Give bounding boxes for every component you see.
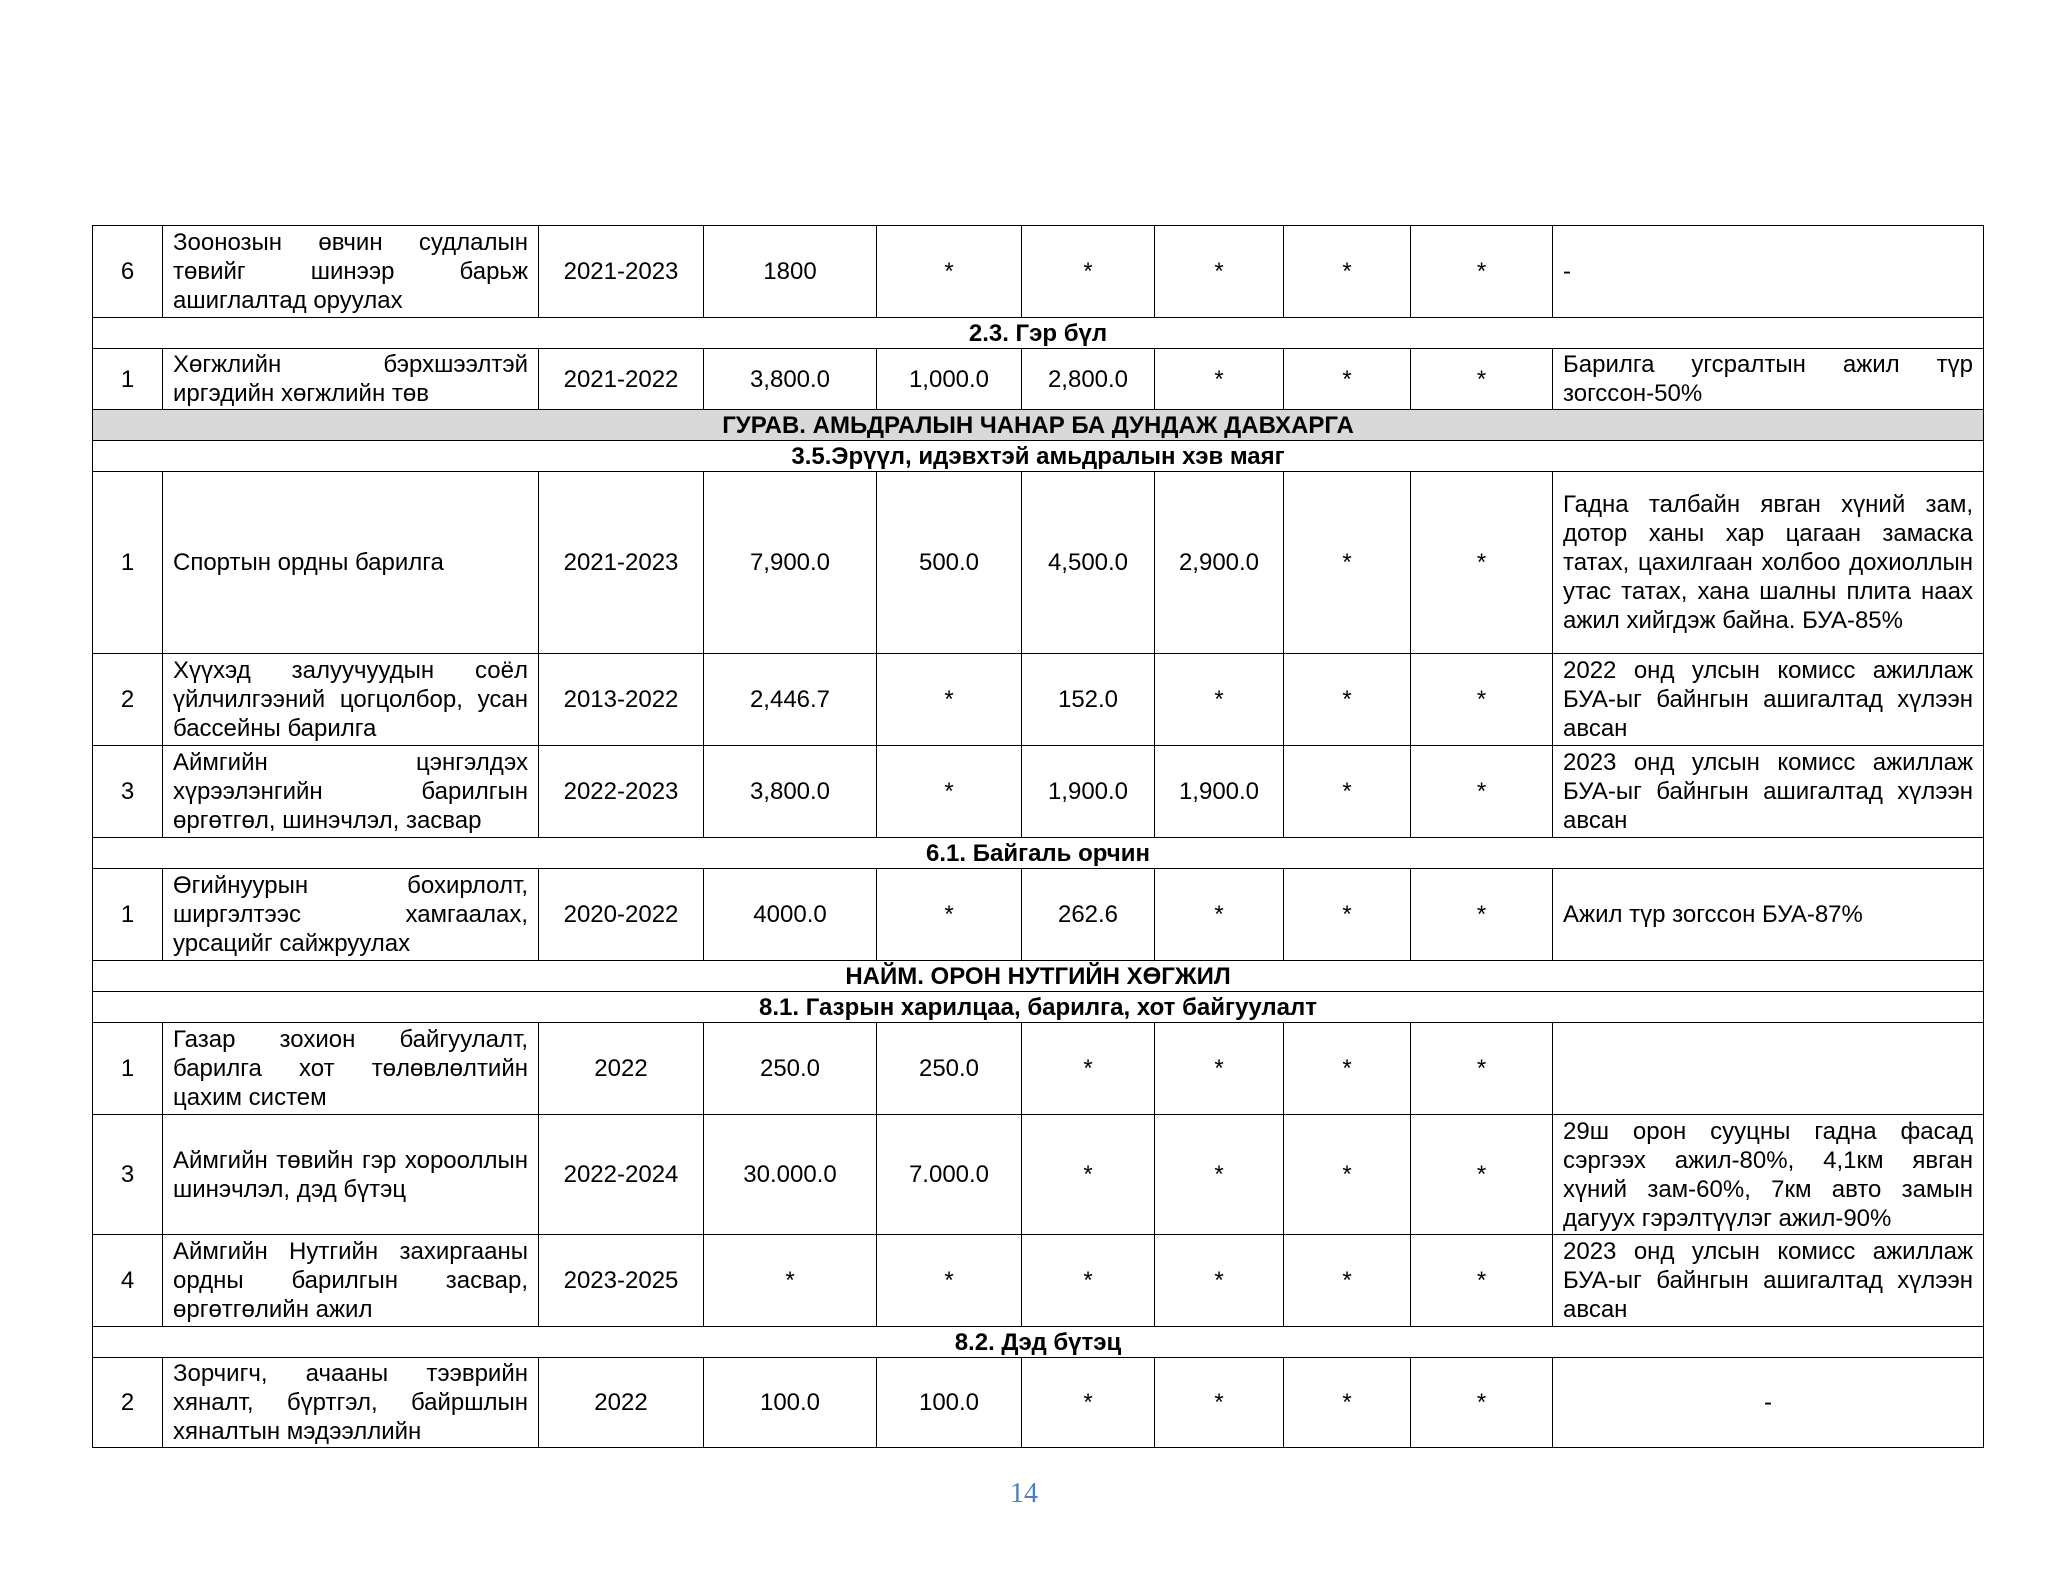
year-3-cell: * xyxy=(1155,869,1284,961)
status-note: Барилга угсралтын ажил түр зогссон-50% xyxy=(1553,349,1984,410)
year-4-cell: * xyxy=(1284,1023,1411,1115)
year-4-cell: * xyxy=(1284,654,1411,746)
project-name: Хүүхэд залуучуудын соёл үйлчилгээний цогцолбор, усан бассейны барилга xyxy=(163,654,539,746)
period-cell: 2022-2023 xyxy=(539,746,704,838)
part-title: НАЙМ. ОРОН НУТГИЙН ХӨГЖИЛ xyxy=(93,961,1984,992)
part-heading-row xyxy=(93,410,1984,441)
table-row xyxy=(93,349,1984,410)
section-heading-row xyxy=(93,318,1984,349)
table-row xyxy=(93,1023,1984,1115)
total-cost-cell: 4000.0 xyxy=(704,869,877,961)
year-2-cell: 2,800.0 xyxy=(1022,349,1155,410)
period-cell: 2013-2022 xyxy=(539,654,704,746)
year-1-cell: * xyxy=(877,1235,1022,1327)
period-cell: 2023-2025 xyxy=(539,1235,704,1327)
year-3-cell: * xyxy=(1155,1023,1284,1115)
section-title: 8.1. Газрын харилцаа, барилга, хот байгуулалт xyxy=(93,992,1984,1023)
section-heading-row xyxy=(93,1327,1984,1358)
year-5-cell: * xyxy=(1411,1115,1553,1235)
year-1-cell: 100.0 xyxy=(877,1358,1022,1448)
status-note: 2023 онд улсын комисс ажиллаж БУА-ыг байнгын ашигалтад хүлээн авсан xyxy=(1553,1235,1984,1327)
total-cost-cell: 2,446.7 xyxy=(704,654,877,746)
year-4-cell: * xyxy=(1284,1358,1411,1448)
year-2-cell: 262.6 xyxy=(1022,869,1155,961)
row-number: 3 xyxy=(93,746,163,838)
table-row xyxy=(93,654,1984,746)
year-2-cell: 4,500.0 xyxy=(1022,472,1155,654)
total-cost-cell: 3,800.0 xyxy=(704,349,877,410)
total-cost-cell: 250.0 xyxy=(704,1023,877,1115)
row-number: 1 xyxy=(93,869,163,961)
year-3-cell: 2,900.0 xyxy=(1155,472,1284,654)
status-note: 2023 онд улсын комисс ажиллаж БУА-ыг байнгын ашигалтад хүлээн авсан xyxy=(1553,746,1984,838)
total-cost-cell: * xyxy=(704,1235,877,1327)
total-cost-cell: 3,800.0 xyxy=(704,746,877,838)
year-3-cell: * xyxy=(1155,1235,1284,1327)
table-row xyxy=(93,226,1984,318)
year-3-cell: * xyxy=(1155,1358,1284,1448)
year-5-cell: * xyxy=(1411,654,1553,746)
year-4-cell: * xyxy=(1284,1115,1411,1235)
project-name: Газар зохион байгуулалт, барилга хот төлөвлөлтийн цахим систем xyxy=(163,1023,539,1115)
table-row xyxy=(93,1358,1984,1448)
year-4-cell: * xyxy=(1284,869,1411,961)
year-3-cell: * xyxy=(1155,1115,1284,1235)
year-2-cell: * xyxy=(1022,1023,1155,1115)
year-1-cell: 7.000.0 xyxy=(877,1115,1022,1235)
status-note: - xyxy=(1553,226,1984,318)
year-4-cell: * xyxy=(1284,472,1411,654)
period-cell: 2020-2022 xyxy=(539,869,704,961)
year-3-cell: 1,900.0 xyxy=(1155,746,1284,838)
total-cost-cell: 30.000.0 xyxy=(704,1115,877,1235)
row-number: 2 xyxy=(93,1358,163,1448)
year-3-cell: * xyxy=(1155,654,1284,746)
status-note: - xyxy=(1553,1358,1984,1448)
year-4-cell: * xyxy=(1284,1235,1411,1327)
row-number: 1 xyxy=(93,349,163,410)
year-2-cell: * xyxy=(1022,226,1155,318)
year-2-cell: * xyxy=(1022,1115,1155,1235)
year-1-cell: 250.0 xyxy=(877,1023,1022,1115)
table-row xyxy=(93,1115,1984,1235)
year-1-cell: 1,000.0 xyxy=(877,349,1022,410)
section-heading-row xyxy=(93,441,1984,472)
period-cell: 2021-2023 xyxy=(539,472,704,654)
section-title: 8.2. Дэд бүтэц xyxy=(93,1327,1984,1358)
section-title: 6.1. Байгаль орчин xyxy=(93,838,1984,869)
section-heading-row xyxy=(93,992,1984,1023)
year-1-cell: 500.0 xyxy=(877,472,1022,654)
projects-table xyxy=(92,225,1984,1448)
year-4-cell: * xyxy=(1284,349,1411,410)
project-name: Өгийнуурын бохирлолт, ширгэлтээс хамгаалах, урсацийг сайжруулах xyxy=(163,869,539,961)
year-2-cell: * xyxy=(1022,1358,1155,1448)
year-2-cell: * xyxy=(1022,1235,1155,1327)
table-row xyxy=(93,472,1984,654)
status-note: Гадна талбайн явган хүний зам, дотор ханы хар цагаан замаска татах, цахилгаан холбоо дохиоллын утас татах, хана шалны плита наах ажил хийгдэж байна. БУА-85% xyxy=(1553,472,1984,654)
year-5-cell: * xyxy=(1411,1358,1553,1448)
page-number: 14 xyxy=(1010,1478,1038,1509)
year-4-cell: * xyxy=(1284,226,1411,318)
status-note: Ажил түр зогссон БУА-87% xyxy=(1553,869,1984,961)
year-5-cell: * xyxy=(1411,746,1553,838)
row-number: 6 xyxy=(93,226,163,318)
period-cell: 2022 xyxy=(539,1358,704,1448)
total-cost-cell: 100.0 xyxy=(704,1358,877,1448)
year-5-cell: * xyxy=(1411,869,1553,961)
total-cost-cell: 1800 xyxy=(704,226,877,318)
part-heading-row xyxy=(93,961,1984,992)
section-title: 3.5.Эрүүл, идэвхтэй амьдралын хэв маяг xyxy=(93,441,1984,472)
project-name: Аймгийн төвийн гэр хорооллын шинэчлэл, дэд бүтэц xyxy=(163,1115,539,1235)
project-name: Аймгийн Нутгийн захиргааны ордны барилгын засвар, өргөтгөлийн ажил xyxy=(163,1235,539,1327)
row-number: 4 xyxy=(93,1235,163,1327)
status-note xyxy=(1553,1023,1984,1115)
project-name: Аймгийн цэнгэлдэх хүрээлэнгийн барилгын өргөтгөл, шинэчлэл, засвар xyxy=(163,746,539,838)
project-name: Хөгжлийн бэрхшээлтэй иргэдийн хөгжлийн төв xyxy=(163,349,539,410)
year-3-cell: * xyxy=(1155,226,1284,318)
part-title: ГУРАВ. АМЬДРАЛЫН ЧАНАР БА ДУНДАЖ ДАВХАРГА xyxy=(93,410,1984,441)
status-note: 2022 онд улсын комисс ажиллаж БУА-ыг байнгын ашигалтад хүлээн авсан xyxy=(1553,654,1984,746)
year-1-cell: * xyxy=(877,226,1022,318)
project-name: Спортын ордны барилга xyxy=(163,472,539,654)
table-row xyxy=(93,1235,1984,1327)
table-row xyxy=(93,869,1984,961)
year-2-cell: 1,900.0 xyxy=(1022,746,1155,838)
row-number: 1 xyxy=(93,472,163,654)
year-5-cell: * xyxy=(1411,1023,1553,1115)
year-1-cell: * xyxy=(877,746,1022,838)
year-1-cell: * xyxy=(877,869,1022,961)
total-cost-cell: 7,900.0 xyxy=(704,472,877,654)
row-number: 3 xyxy=(93,1115,163,1235)
project-name: Зоонозын өвчин судлалын төвийг шинээр барьж ашиглалтад оруулах xyxy=(163,226,539,318)
row-number: 2 xyxy=(93,654,163,746)
period-cell: 2021-2023 xyxy=(539,226,704,318)
year-2-cell: 152.0 xyxy=(1022,654,1155,746)
year-1-cell: * xyxy=(877,654,1022,746)
project-name: Зорчигч, ачааны тээврийн хяналт, бүртгэл, байршлын хяналтын мэдээллийн xyxy=(163,1358,539,1448)
year-5-cell: * xyxy=(1411,226,1553,318)
period-cell: 2022 xyxy=(539,1023,704,1115)
row-number: 1 xyxy=(93,1023,163,1115)
year-4-cell: * xyxy=(1284,746,1411,838)
year-5-cell: * xyxy=(1411,349,1553,410)
period-cell: 2021-2022 xyxy=(539,349,704,410)
table-row xyxy=(93,746,1984,838)
status-note: 29ш орон сууцны гадна фасад сэргээх ажил-80%, 4,1км явган хүний зам-60%, 7км авто замын дагуух гэрэлтүүлэг ажил-90% xyxy=(1553,1115,1984,1235)
section-title: 2.3. Гэр бүл xyxy=(93,318,1984,349)
period-cell: 2022-2024 xyxy=(539,1115,704,1235)
year-3-cell: * xyxy=(1155,349,1284,410)
year-5-cell: * xyxy=(1411,472,1553,654)
year-5-cell: * xyxy=(1411,1235,1553,1327)
section-heading-row xyxy=(93,838,1984,869)
